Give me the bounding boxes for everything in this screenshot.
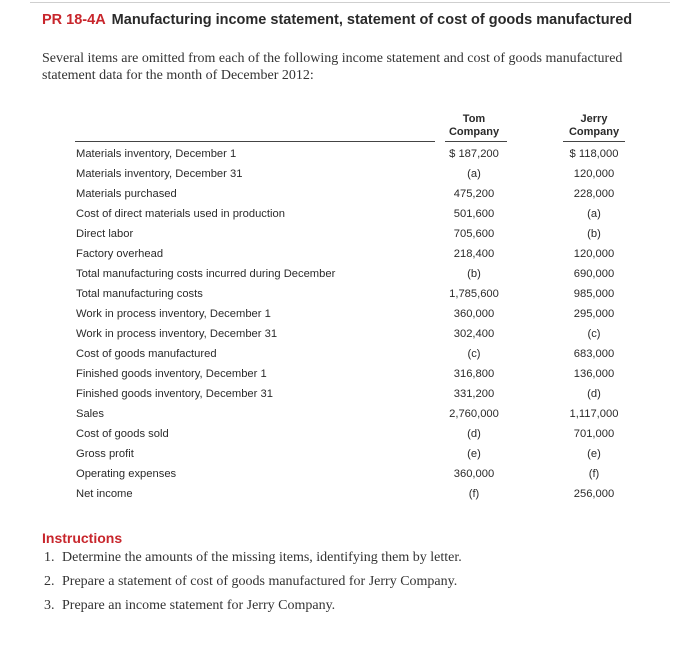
table-row [0, 405, 700, 425]
table-row [0, 345, 700, 365]
tom-value: (f) [468, 488, 480, 500]
row-label: Operating expenses [76, 468, 177, 480]
instruction-number: 1. [44, 550, 55, 565]
column-header-tom-line2: Company [448, 126, 500, 138]
column-header-jerry-line1: Jerry [580, 113, 608, 125]
row-label: Cost of goods manufactured [76, 348, 217, 360]
tom-value: (b) [467, 268, 481, 280]
table-row [0, 205, 700, 225]
tom-value: (c) [467, 348, 481, 360]
problem-description: Several items are omitted from each of the following income statement and cost of goods manufactured statement data for the month of December 2012: [42, 51, 623, 83]
tom-value: 218,400 [453, 248, 495, 260]
column-header-tom-line1: Tom [462, 113, 486, 125]
problem-title [42, 11, 642, 30]
jerry-value: 120,000 [573, 168, 615, 180]
instruction-text: Prepare an income statement for Jerry Company. [62, 598, 336, 613]
jerry-value: 985,000 [573, 288, 615, 300]
row-label: Total manufacturing costs incurred during December [76, 268, 336, 280]
table-row [0, 325, 700, 345]
row-label: Finished goods inventory, December 31 [76, 388, 273, 400]
instruction-item [44, 597, 664, 614]
instruction-number: 2. [44, 574, 55, 589]
instruction-text: Prepare a statement of cost of goods manufactured for Jerry Company. [62, 574, 458, 589]
row-label: Factory overhead [76, 248, 164, 260]
top-rule [30, 2, 670, 3]
table-row [0, 165, 700, 185]
table-row [0, 145, 700, 165]
tom-value: 705,600 [453, 228, 495, 240]
row-label: Total manufacturing costs [76, 288, 203, 300]
row-label: Materials inventory, December 1 [76, 148, 237, 160]
jerry-value: 1,117,000 [569, 408, 619, 420]
instruction-item [44, 573, 664, 590]
jerry-value: 120,000 [573, 248, 615, 260]
jerry-value: (b) [587, 228, 601, 240]
data-table [0, 145, 700, 505]
tom-value: 316,800 [453, 368, 495, 380]
table-row [0, 185, 700, 205]
row-label: Cost of goods sold [76, 428, 169, 440]
row-label: Finished goods inventory, December 1 [76, 368, 267, 380]
problem-title-text: Manufacturing income statement, statement of cost of goods manufactured [111, 12, 633, 28]
instruction-item [44, 549, 664, 566]
table-row [0, 285, 700, 305]
row-label: Materials inventory, December 31 [76, 168, 243, 180]
table-row [0, 225, 700, 245]
jerry-value: (f) [588, 468, 600, 480]
instruction-number: 3. [44, 598, 55, 613]
tom-value: 360,000 [453, 308, 495, 320]
table-rule-tom [445, 141, 507, 142]
row-label: Work in process inventory, December 31 [76, 328, 278, 340]
tom-value: (e) [467, 448, 481, 460]
row-label: Materials purchased [76, 188, 177, 200]
column-header-jerry [560, 113, 628, 139]
row-label: Cost of direct materials used in production [76, 208, 285, 220]
jerry-value: 295,000 [573, 308, 615, 320]
instructions-heading: Instructions [42, 530, 123, 546]
column-header-tom [440, 113, 508, 139]
tom-value: 1,785,600 [449, 288, 499, 300]
tom-value: 501,600 [453, 208, 495, 220]
jerry-value: (e) [587, 448, 601, 460]
row-label: Net income [76, 488, 133, 500]
jerry-value: 690,000 [573, 268, 615, 280]
table-rule-jerry [563, 141, 625, 142]
jerry-value: (c) [587, 328, 601, 340]
table-row [0, 265, 700, 285]
jerry-value: 683,000 [573, 348, 615, 360]
table-rule-labels [75, 141, 435, 142]
tom-value: 475,200 [453, 188, 495, 200]
jerry-value: 701,000 [573, 428, 615, 440]
jerry-value: (a) [587, 208, 601, 220]
jerry-value: 228,000 [573, 188, 615, 200]
jerry-value: 136,000 [573, 368, 615, 380]
jerry-value: 256,000 [573, 488, 615, 500]
tom-value: $ 187,200 [449, 148, 499, 160]
table-row [0, 245, 700, 265]
table-row [0, 465, 700, 485]
instruction-text: Determine the amounts of the missing items, identifying them by letter. [62, 550, 462, 565]
row-label: Work in process inventory, December 1 [76, 308, 271, 320]
tom-value: 2,760,000 [449, 408, 499, 420]
tom-value: (a) [467, 168, 481, 180]
problem-code: PR 18-4A [42, 12, 106, 28]
tom-value: 331,200 [453, 388, 495, 400]
jerry-value: $ 118,000 [569, 148, 619, 160]
table-row [0, 445, 700, 465]
table-row [0, 485, 700, 505]
tom-value: 360,000 [453, 468, 495, 480]
table-row [0, 305, 700, 325]
tom-value: 302,400 [453, 328, 495, 340]
jerry-value: (d) [587, 388, 601, 400]
table-row [0, 365, 700, 385]
table-row [0, 425, 700, 445]
table-row [0, 385, 700, 405]
column-header-jerry-line2: Company [568, 126, 620, 138]
tom-value: (d) [467, 428, 481, 440]
row-label: Direct labor [76, 228, 134, 240]
row-label: Sales [76, 408, 104, 420]
row-label: Gross profit [76, 448, 134, 460]
